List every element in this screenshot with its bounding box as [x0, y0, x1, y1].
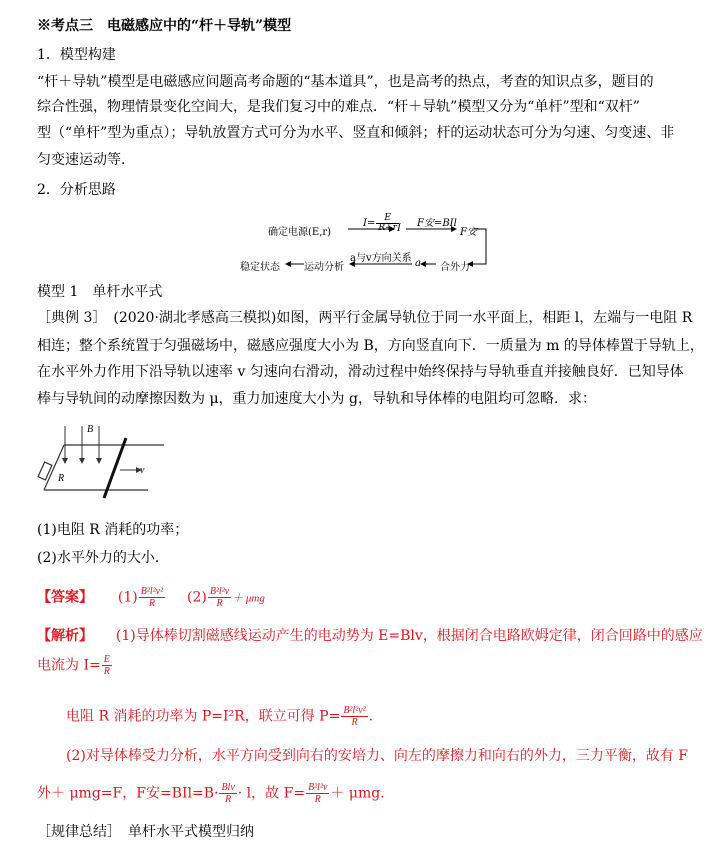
model-1-title: 模型 1 单杆水平式 — [37, 284, 163, 300]
summary-title: ［规律总结］ 单杆水平式模型归纳 — [37, 824, 254, 840]
flow-eq-i: I= $\frac{E}{R+r}$ — [363, 213, 397, 233]
flow-net-force: 合外力 — [440, 262, 470, 273]
answer-label: 【答案】 — [37, 589, 93, 606]
intro-line-2: 综合性强，物理情景变化空间大，是我们复习中的难点．“杆＋导轨”模型又分为“单杆”型和“双杆” — [37, 99, 640, 115]
analysis-line-3: 电阻 R 消耗的功率为 P=I²R，联立可得 P= $\frac{\text{B²l²v²}}{R}$ . — [66, 705, 374, 728]
problem-line-1: ［典例 3］ (2020·湖北孝感高三模拟)如图，两平行金属导轨位于同一水平面上，相距 l，左端与一电阻 R — [37, 310, 693, 326]
analysis-label: 【解析】 — [37, 628, 93, 644]
section-title: ※考点三 电磁感应中的“杆＋导轨”模型 — [37, 18, 292, 34]
flow-steady: 稳定状态 — [240, 262, 280, 273]
figure-label-v: v — [140, 465, 145, 476]
subheading-model-construction: 1．模型构建 — [37, 47, 116, 63]
problem-line-3: 在水平外力作用下沿导轨以速率 v 匀速向右滑动，滑动过程中始终保持与导轨垂直并接触良好．已知导体 — [37, 364, 684, 380]
answer-line: 【答案】 (1) $\frac{\text{B²l²v²}}{R}$ (2) $\frac{\text{B²l²v}}{R}$ ＋ μmg — [37, 586, 265, 609]
analysis-line-5: 外＋ μmg=F，F安=BIl=B· $\frac{\text{Blv}}{R}$ · l，故 F= $\frac{\text{B²l²v}}{R}$ ＋ μmg. — [37, 782, 385, 805]
flow-motion: 运动分析 — [304, 262, 344, 273]
question-2: (2)水平外力的大小． — [37, 550, 169, 566]
intro-line-4: 匀变速运动等． — [37, 152, 135, 168]
problem-line-2: 相连；整个系统置于匀强磁场中，磁感应强度大小为 B，方向竖直向下．一质量为 m 的导体棒置于导轨上， — [37, 338, 704, 354]
flowchart-arrows — [236, 208, 496, 274]
flow-force: F安 — [460, 227, 477, 238]
subheading-analysis-approach: 2．分析思路 — [37, 182, 116, 198]
analysis-line-4: (2)对导体棒受力分析，水平方向受到向右的安培力、向左的摩擦力和向右的外力，三力平衡，故有 F — [66, 748, 688, 764]
flow-eq-f: F安=BIl — [417, 218, 457, 229]
intro-line-1: “杆＋导轨”模型是电磁感应问题高考命题的“基本道具”，也是高考的热点，考查的知识点多，题目的 — [37, 74, 654, 90]
flow-source: 确定电源(E,r) — [268, 227, 332, 238]
flow-accel-label: a与v方向关系 — [350, 253, 412, 264]
analysis-line-2: 电流为 I= $\frac{E}{R}$ — [37, 654, 110, 677]
analysis-line-1: 【解析】 (1)导体棒切割磁感线运动产生的电动势为 E=Blv，根据闭合电路欧姆定律，闭合回路中的感应 — [37, 628, 703, 644]
figure-label-B: B — [87, 424, 94, 435]
flow-current: I — [397, 223, 401, 234]
question-1: (1)电阻 R 消耗的功率； — [37, 522, 189, 538]
intro-line-3: 型（“单杆”型为重点）；导轨放置方式可分为水平、竖直和倾斜；杆的运动状态可分为匀速、匀变速、非 — [37, 125, 675, 141]
rail-figure — [36, 418, 166, 514]
problem-line-4: 棒与导轨间的动摩擦因数为 μ，重力加速度大小为 g，导轨和导体棒的电阻均可忽略．求： — [37, 391, 596, 407]
flow-accel: a — [415, 258, 421, 269]
figure-label-R: R — [58, 473, 65, 484]
